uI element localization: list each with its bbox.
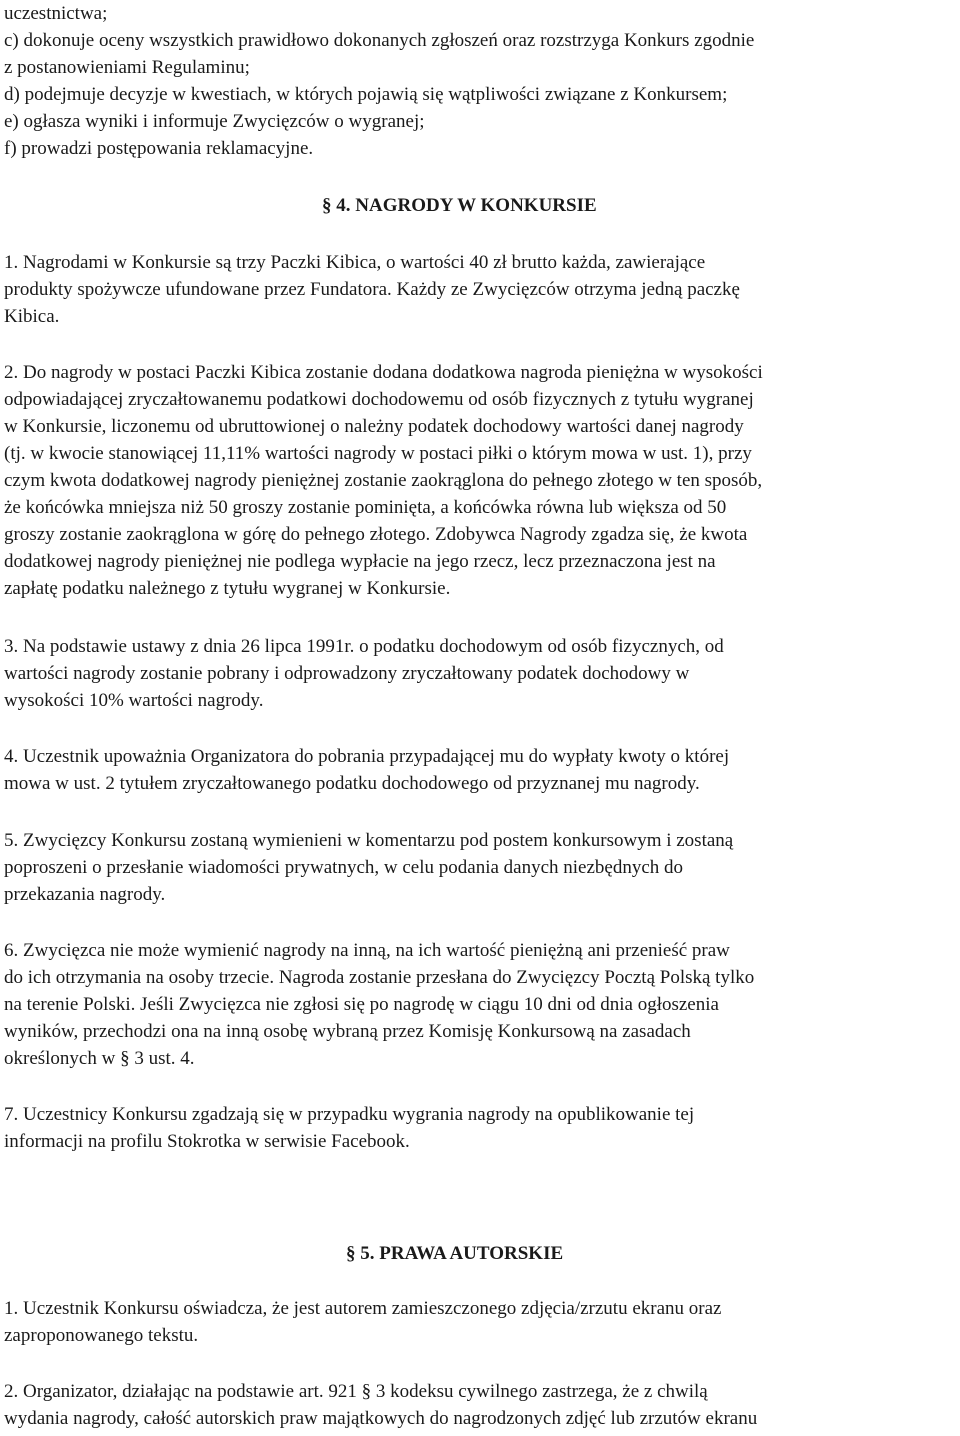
paragraph-line: wyników, przechodzi ona na inną osobę wybraną przez Komisję Konkursową na zasadach	[4, 1021, 691, 1042]
paragraph-line: wydania nagrody, całość autorskich praw majątkowych do nagrodzonych zdjęć lub zrzutów ekranu	[4, 1408, 758, 1429]
paragraph-line: 1. Uczestnik Konkursu oświadcza, że jest autorem zamieszczonego zdjęcia/zrzutu ekranu oraz	[4, 1298, 722, 1319]
paragraph-line: 1. Nagrodami w Konkursie są trzy Paczki Kibica, o wartości 40 zł brutto każda, zawierające	[4, 252, 706, 273]
paragraph-line: groszy zostanie zaokrąglona w górę do pełnego złotego. Zdobywca Nagrody zgadza się, że kwota	[4, 524, 748, 545]
intro-line: uczestnictwa;	[4, 3, 108, 24]
paragraph-line: poproszeni o przesłanie wiadomości prywatnych, w celu podania danych niezbędnych do	[4, 857, 684, 878]
section-heading: § 4. NAGRODY W KONKURSIE	[322, 195, 597, 216]
paragraph-line: przekazania nagrody.	[4, 884, 166, 905]
paragraph-line: na terenie Polski. Jeśli Zwycięzca nie zgłosi się po nagrodę w ciągu 10 dni od dnia ogłoszenia	[4, 994, 719, 1015]
paragraph-line: zaproponowanego tekstu.	[4, 1325, 199, 1346]
paragraph-line: 2. Do nagrody w postaci Paczki Kibica zostanie dodana dodatkowa nagroda pieniężna w wysokości	[4, 362, 763, 383]
paragraph-line: czym kwota dodatkowej nagrody pieniężnej zostanie zaokrąglona do pełnego złotego w ten sposób,	[4, 470, 763, 491]
paragraph-line: 2. Organizator, działając na podstawie art. 921 § 3 kodeksu cywilnego zastrzega, że z chwilą	[4, 1381, 708, 1402]
intro-line: z postanowieniami Regulaminu;	[4, 57, 250, 78]
intro-line: e) ogłasza wyniki i informuje Zwycięzców o wygranej;	[4, 111, 425, 132]
paragraph-line: 4. Uczestnik upoważnia Organizatora do pobrania przypadającej mu do wypłaty kwoty o której	[4, 746, 730, 767]
intro-line: f) prowadzi postępowania reklamacyjne.	[4, 138, 314, 159]
paragraph-line: wartości nagrody zostanie pobrany i odprowadzony zryczałtowany podatek dochodowy w	[4, 663, 690, 684]
paragraph-line: odpowiadającej zryczałtowanemu podatkowi dochodowemu od osób fizycznych z tytułu wygranej	[4, 389, 754, 410]
intro-line: d) podejmuje decyzje w kwestiach, w których pojawią się wątpliwości związane z Konkursem;	[4, 84, 728, 105]
paragraph-line: do ich otrzymania na osoby trzecie. Nagroda zostanie przesłana do Zwycięzcy Pocztą Polską tylko	[4, 967, 755, 988]
paragraph-line: 5. Zwycięzcy Konkursu zostaną wymienieni w komentarzu pod postem konkursowym i zostaną	[4, 830, 734, 851]
paragraph-line: 6. Zwycięzca nie może wymienić nagrody na inną, na ich wartość pieniężną ani przenieść praw	[4, 940, 730, 961]
paragraph-line: wysokości 10% wartości nagrody.	[4, 690, 264, 711]
paragraph-line: Kibica.	[4, 306, 60, 327]
paragraph-line: (tj. w kwocie stanowiącej 11,11% wartości nagrody w postaci piłki o którym mowa w ust. 1), przy	[4, 443, 752, 464]
intro-line: c) dokonuje oceny wszystkich prawidłowo dokonanych zgłoszeń oraz rozstrzyga Konkurs zgodnie	[4, 30, 755, 51]
paragraph-line: że końcówka mniejsza niż 50 groszy zostanie pominięta, a końcówka równa lub większa od 50	[4, 497, 727, 518]
paragraph-line: 3. Na podstawie ustawy z dnia 26 lipca 1991r. o podatku dochodowym od osób fizycznych, od	[4, 636, 724, 657]
paragraph-line: dodatkowej nagrody pieniężnej nie podlega wypłacie na jego rzecz, lecz przeznaczona jest na	[4, 551, 716, 572]
paragraph-line: produkty spożywcze ufundowane przez Fundatora. Każdy ze Zwycięzców otrzyma jedną paczkę	[4, 279, 740, 300]
section-heading: § 5. PRAWA AUTORSKIE	[346, 1243, 564, 1264]
paragraph-line: zapłatę podatku należnego z tytułu wygranej w Konkursie.	[4, 578, 451, 599]
paragraph-line: informacji na profilu Stokrotka w serwisie Facebook.	[4, 1131, 410, 1152]
paragraph-line: w Konkursie, liczonemu od ubruttowionej o należny podatek dochodowy wartości danej nagrody	[4, 416, 744, 437]
paragraph-line: mowa w ust. 2 tytułem zryczałtowanego podatku dochodowego od przyznanej mu nagrody.	[4, 773, 700, 794]
paragraph-line: 7. Uczestnicy Konkursu zgadzają się w przypadku wygrania nagrody na opublikowanie tej	[4, 1104, 695, 1125]
paragraph-line: określonych w § 3 ust. 4.	[4, 1048, 195, 1069]
